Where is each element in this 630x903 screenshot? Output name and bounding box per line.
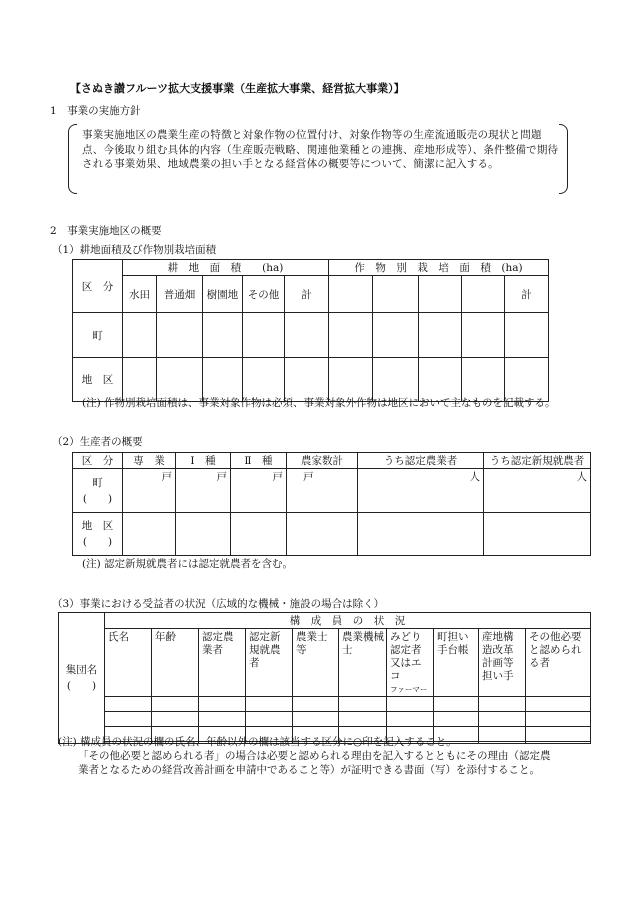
midori-line1: みどり [390,631,422,643]
col-paddy: 水田 [123,276,157,313]
row-district-label: 地 区 [81,520,114,532]
col-area-total: 計 [285,276,329,313]
col-kubun: 区 分 [73,453,123,469]
group-name-label: 集団名 [65,664,98,676]
note-area: (注) 作物別栽培面積は、事業対象作物は必須、事業対象外作物は地区において主なものを記載する。 [82,397,556,409]
crop-cell [329,276,373,313]
col-machine-expert: 農業機械士 [339,629,387,697]
crop-cell [462,276,505,313]
col-fulltime: 専 業 [123,453,176,469]
policy-box [68,124,568,194]
right-bracket [559,124,568,194]
subsection1-heading: （1）耕地面積及び作物別栽培面積 [52,244,217,256]
col-farm-total: 農家数計 [287,453,358,469]
col-orchard: 樹園地 [203,276,243,313]
group-name-paren: ( ) [66,680,97,692]
col-crop-total: 計 [505,276,549,313]
col-age: 年齢 [152,629,199,697]
left-bracket [68,124,77,194]
col-certified: うち認定農業者 [358,453,484,469]
subsection3-heading: （3）事業における受益者の状況（広域的な機械・施設の場合は除く） [52,598,385,610]
section2-heading: 2 事業実施地区の概要 [50,225,162,237]
unit-nin: 人 [358,469,484,513]
note-beneficiary-3: 業者となるための経営改善計画を申請中であること等）が証明できる書面（写）を添付すること。 [78,764,540,776]
subsection2-heading: （2）生産者の概要 [52,436,143,448]
col-new-farmer: 認定新規就農者 [246,629,293,697]
row-district [73,513,123,556]
row-town-label: 町 [92,476,103,489]
col-farm-expert: 農業士等 [293,629,339,697]
unit-ko: 戸 [231,469,287,513]
beneficiary-table [58,612,591,744]
crop-cell [373,276,419,313]
midori-line2: 認定者 [390,644,422,656]
col-certified-farmer: 認定農業者 [199,629,246,697]
group-name-cell [59,613,105,744]
note-beneficiary-2: 「その他必要と認められる者」の場合は必要と認められる理由を記入するとともにその理由（認定農 [78,750,551,762]
unit-ko: 戸 [123,469,176,513]
row-town-paren: ( ) [82,492,113,505]
midori-line3: 又はエコ [390,657,422,682]
row-district-paren: ( ) [82,536,113,548]
header-cultivated-area: 耕 地 面 積 (ha) [123,260,329,276]
col-other: その他 [243,276,285,313]
note-beneficiary-1: (注) 構成員の状況の欄の氏名、年齢以外の欄は該当する区分に○印を記入すること。 [58,736,457,748]
crop-cell [419,276,462,313]
col-type2: Ⅱ 種 [231,453,287,469]
member-status-header: 構 成 員 の 状 況 [105,613,591,629]
col-restructure-plan: 産地構造改革計画等担い手 [479,629,526,697]
policy-text: 事業実施地区の農業生産の特徴と対象作物の位置付け、対象作物等の生産流通販売の現状と問題点、今後取り組む具体的内容（生産販売戦略、関連他業種との連携、産地形成等）、条件整備で期待される事業効果、地域農業の担い手となる経営体の概要等について、簡潔に記入する。 [82,129,559,170]
col-field: 普通畑 [157,276,203,313]
row-town [73,469,123,513]
section1-heading: 1 事業の実施方針 [50,105,141,117]
col-midori [387,629,434,697]
document-title: 【さぬき讃フルーツ拡大支援事業（生産拡大事業、経営拡大事業）】 [70,82,405,95]
note-producer: (注) 認定新規就農者には認定就農者を含む。 [82,558,294,570]
col-kubun: 区 分 [73,260,123,313]
col-new-farmer: うち認定新規就農者 [484,453,591,469]
header-crop-area: 作 物 別 栽 培 面 積 (ha) [329,260,549,276]
unit-ko: 戸 [287,469,358,513]
col-town-register: 町担い手台帳 [434,629,479,697]
area-table [72,259,549,402]
unit-nin: 人 [484,469,591,513]
col-name: 氏名 [105,629,152,697]
producer-table [72,452,591,556]
midori-line4: ファーマー [390,685,428,694]
col-type1: Ⅰ 種 [176,453,231,469]
row-town-label: 町 [73,313,123,358]
col-other-needed: その他必要と認められる者 [526,629,591,697]
unit-ko: 戸 [176,469,231,513]
row-district-label: 地 区 [73,358,123,402]
